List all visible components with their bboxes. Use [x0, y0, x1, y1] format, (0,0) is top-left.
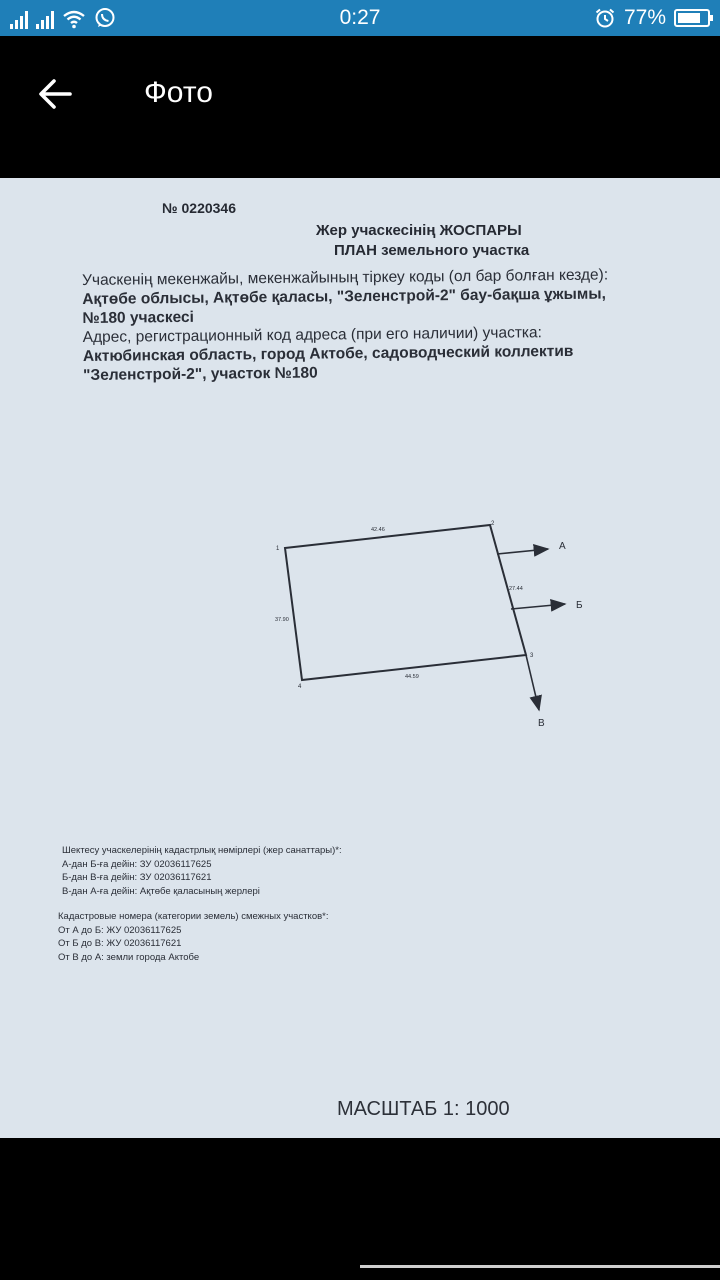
- status-right-icons: [594, 6, 710, 30]
- address-kz-line1: Ақтөбе облысы, Ақтөбе қаласы, "Зеленстрой-2" бау-бақша ұжымы,: [82, 285, 606, 308]
- battery-icon: [674, 9, 710, 27]
- scale-label: МАСШТАБ 1: 1000: [337, 1098, 510, 1120]
- back-button[interactable]: [30, 68, 82, 120]
- direction-arrow-a: [497, 549, 548, 554]
- arrow-left-icon: [30, 68, 82, 120]
- address-ru-label: Адрес, регистрационный код адреса (при его наличии) участка:: [82, 324, 543, 346]
- point-label-3: 3: [530, 653, 534, 659]
- point-label-4: 4: [298, 684, 302, 690]
- neighbors-kz-row: В-дан А-ға дейін: Ақтөбе қаласының жерлері: [62, 885, 260, 897]
- neighbors-kz-row: А-дан Б-ға дейін: ЗУ 02036117625: [62, 858, 212, 870]
- point-label-2: 2: [491, 521, 495, 527]
- document-title-ru: ПЛАН земельного участка: [334, 242, 530, 259]
- neighbors-ru-heading: Кадастровые номера (категории земель) смежных участков*:: [58, 911, 329, 922]
- neighbors-kz-row: Б-дан В-ға дейін: ЗУ 02036117621: [62, 872, 212, 883]
- plot-boundary: [285, 525, 526, 680]
- side-length-4-1: 37.90: [275, 617, 289, 623]
- battery-level-fill: [678, 13, 700, 23]
- address-kz-line2: №180 учаскесі: [82, 308, 194, 327]
- address-ru-line2: "Зеленстрой-2", участок №180: [83, 364, 318, 384]
- direction-arrow-v: [526, 655, 539, 710]
- direction-label-b: Б: [576, 600, 583, 611]
- document-photo: [0, 178, 720, 1138]
- status-time: 0:27: [339, 6, 381, 29]
- point-label-1: 1: [276, 546, 280, 552]
- document-title-kz: Жер учаскесінің ЖОСПАРЫ: [316, 222, 522, 239]
- neighbors-ru-row: От А до Б: ЖУ 02036117625: [58, 924, 182, 936]
- address-kz-label: Учаскенің мекенжайы, мекенжайының тіркеу коды (ол бар болған кезде):: [82, 266, 609, 289]
- neighbors-ru-row: От В до А: земли города Актобе: [58, 951, 200, 963]
- neighbors-ru: [58, 910, 329, 964]
- battery-percent: 77%: [623, 6, 666, 29]
- neighbors-kz: [62, 844, 342, 898]
- direction-arrow-b: [511, 604, 565, 609]
- address-ru-line1: Актюбинская область, город Актобе, садоводческий коллектив: [82, 342, 574, 365]
- side-length-3-4: 44.59: [405, 674, 419, 680]
- document-number: № 0220346: [162, 200, 236, 216]
- side-length-2-3: 27.44: [509, 586, 523, 592]
- alarm-icon: [594, 7, 616, 29]
- land-plot-plan: [0, 178, 720, 1138]
- photo-viewer[interactable]: [0, 178, 720, 1138]
- side-length-1-2: 42.46: [371, 527, 385, 533]
- home-indicator: [360, 1265, 720, 1268]
- neighbors-ru-row: От Б до В: ЖУ 02036117621: [58, 938, 182, 949]
- neighbors-kz-heading: Шектесу учаскелерінің кадастрлық нөмірлері (жер санаттары)*:: [62, 845, 342, 856]
- direction-label-v: В: [538, 718, 545, 729]
- app-bar: [0, 36, 720, 178]
- direction-label-a: А: [559, 541, 566, 552]
- status-bar: [0, 0, 720, 36]
- screen-title: Фото: [144, 76, 213, 109]
